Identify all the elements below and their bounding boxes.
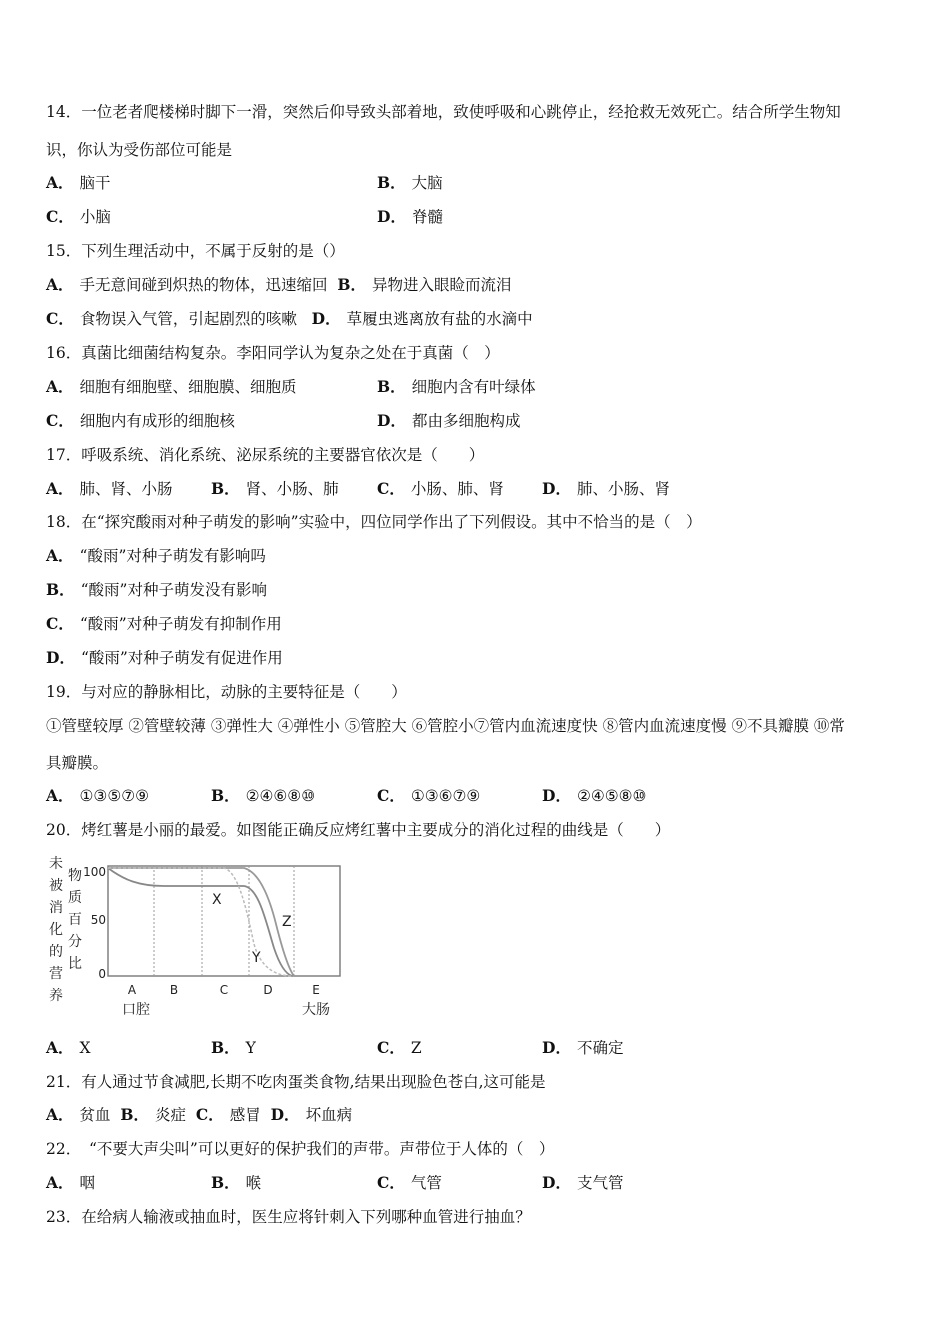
- curve-y: [108, 868, 292, 976]
- q14-option-d: D． 脊髓: [377, 207, 443, 226]
- q16-option-a: A． 细胞有细胞壁、细胞膜、细胞质: [46, 377, 297, 396]
- digestion-curve-figure: [44, 852, 354, 1024]
- q15-stem: 15．下列生理活动中，不属于反射的是（）: [46, 242, 345, 260]
- q18-option-a: A． “酸雨”对种子萌发有影响吗: [46, 546, 266, 565]
- q16-option-b: B． 细胞内含有叶绿体: [377, 377, 536, 396]
- x-sublabel-mouth: 口腔: [122, 1002, 150, 1018]
- curve-label-z: Z: [282, 914, 292, 930]
- q21-stem: 21．有人通过节食减肥,长期不吃肉蛋类食物,结果出现脸色苍白,这可能是: [46, 1073, 546, 1091]
- q22-option-d: D． 支气管: [542, 1173, 624, 1192]
- y-label-right-char: 质: [68, 890, 82, 906]
- curve-x: [108, 868, 292, 976]
- y-label-left-char: 养: [49, 988, 63, 1004]
- q16-option-c: C． 细胞内有成形的细胞核: [46, 411, 235, 430]
- x-tick-e: E: [312, 983, 320, 997]
- q18-option-b: B． “酸雨”对种子萌发没有影响: [46, 580, 267, 599]
- y-tick-0: 0: [98, 967, 106, 981]
- q17-stem: 17．呼吸系统、消化系统、泌尿系统的主要器官依次是（ ）: [46, 446, 485, 464]
- q19-option-b: B． ②④⑥⑧⑩: [211, 786, 316, 805]
- q20-option-d: D． 不确定: [542, 1038, 624, 1057]
- q14-option-b: B． 大脑: [377, 173, 443, 192]
- y-label-left-char: 化: [49, 922, 63, 938]
- q21-options-row: A． 贫血 B． 炎症 C． 感冒 D． 坏血病: [46, 1105, 353, 1124]
- q14-option-a: A． 脑干: [46, 173, 111, 192]
- q23-stem: 23．在给病人输液或抽血时，医生应将针刺入下列哪种血管进行抽血？: [46, 1208, 531, 1226]
- q18-stem: 18．在“探究酸雨对种子萌发的影响”实验中，四位同学作出了下列假设。其中不恰当的是（ ）: [46, 513, 702, 531]
- y-label-left-char: 的: [49, 944, 63, 960]
- q19-statements-line: ①管壁较厚 ②管壁较薄 ③弹性大 ④弹性小 ⑤管腔大 ⑥管腔小⑦管内血流速度快 ⑧管内血流速度慢 ⑨不具瓣膜 ⑩常: [46, 717, 845, 735]
- y-label-left-char: 被: [49, 878, 63, 894]
- x-tick-b: B: [169, 983, 179, 997]
- q14-option-c: C． 小脑: [46, 207, 111, 226]
- y-label-left-char: 未: [49, 856, 63, 872]
- x-tick-a: A: [127, 983, 137, 997]
- q22-option-c: C． 气管: [377, 1173, 442, 1192]
- q17-option-a: A． 肺、肾、小肠: [46, 479, 173, 498]
- y-label-right-char: 百: [68, 912, 82, 928]
- q19-option-c: C． ①③⑥⑦⑨: [377, 786, 481, 805]
- x-tick-d: D: [263, 983, 273, 997]
- q20-option-a: A． X: [46, 1038, 91, 1057]
- q18-option-d: D． “酸雨”对种子萌发有促进作用: [46, 648, 283, 667]
- q19-option-a: A． ①③⑤⑦⑨: [46, 786, 150, 805]
- q22-stem: 22． “不要大声尖叫”可以更好的保护我们的声带。声带位于人体的（ ）: [46, 1140, 555, 1158]
- q14-stem-line1: 14．一位老者爬楼梯时脚下一滑，突然后仰导致头部着地，致使呼吸和心跳停止，经抢救无效死亡。结合所学生物知: [46, 103, 841, 121]
- y-tick-50: 50: [90, 913, 106, 927]
- y-label-right-char: 比: [68, 956, 82, 972]
- plot-frame: [108, 866, 340, 976]
- q15-options-row1: A． 手无意间碰到炽热的物体，迅速缩回 B． 异物进入眼睑而流泪: [46, 275, 512, 294]
- q17-option-d: D． 肺、小肠、肾: [542, 479, 670, 498]
- y-label-right-char: 分: [68, 934, 82, 950]
- q18-option-c: C． “酸雨”对种子萌发有抑制作用: [46, 614, 282, 633]
- x-tick-c: C: [219, 983, 229, 997]
- q17-option-c: C． 小肠、肺、肾: [377, 479, 504, 498]
- q22-option-a: A． 咽: [46, 1173, 96, 1192]
- q14-stem-line2: 识，你认为受伤部位可能是: [46, 141, 233, 159]
- q20-option-c: C． Z: [377, 1038, 422, 1057]
- y-label-right-char: 物: [68, 868, 82, 884]
- y-label-left-char: 消: [49, 900, 63, 916]
- q20-stem: 20．烤红薯是小丽的最爱。如图能正确反应烤红薯中主要成分的消化过程的曲线是（ ）: [46, 821, 671, 839]
- q16-option-d: D． 都由多细胞构成: [377, 411, 521, 430]
- q19-option-d: D． ②④⑤⑧⑩: [542, 786, 647, 805]
- q20-option-b: B． Y: [211, 1038, 256, 1057]
- q15-options-row2: C． 食物误入气管，引起剧烈的咳嗽 D． 草履虫逃离放有盐的水滴中: [46, 309, 533, 328]
- y-label-left-char: 营: [49, 966, 63, 982]
- x-sublabel-large-intestine: 大肠: [302, 1002, 330, 1018]
- y-tick-100: 100: [83, 865, 106, 879]
- q19-statements-line-cont: 具瓣膜。: [46, 754, 109, 772]
- curve-label-x: X: [212, 892, 222, 908]
- q17-option-b: B． 肾、小肠、肺: [211, 479, 339, 498]
- q19-stem: 19．与对应的静脉相比，动脉的主要特征是（ ）: [46, 683, 407, 701]
- curve-label-y: Y: [252, 950, 261, 966]
- q22-option-b: B． 喉: [211, 1173, 262, 1192]
- q16-stem: 16．真菌比细菌结构复杂。李阳同学认为复杂之处在于真菌（ ）: [46, 344, 500, 362]
